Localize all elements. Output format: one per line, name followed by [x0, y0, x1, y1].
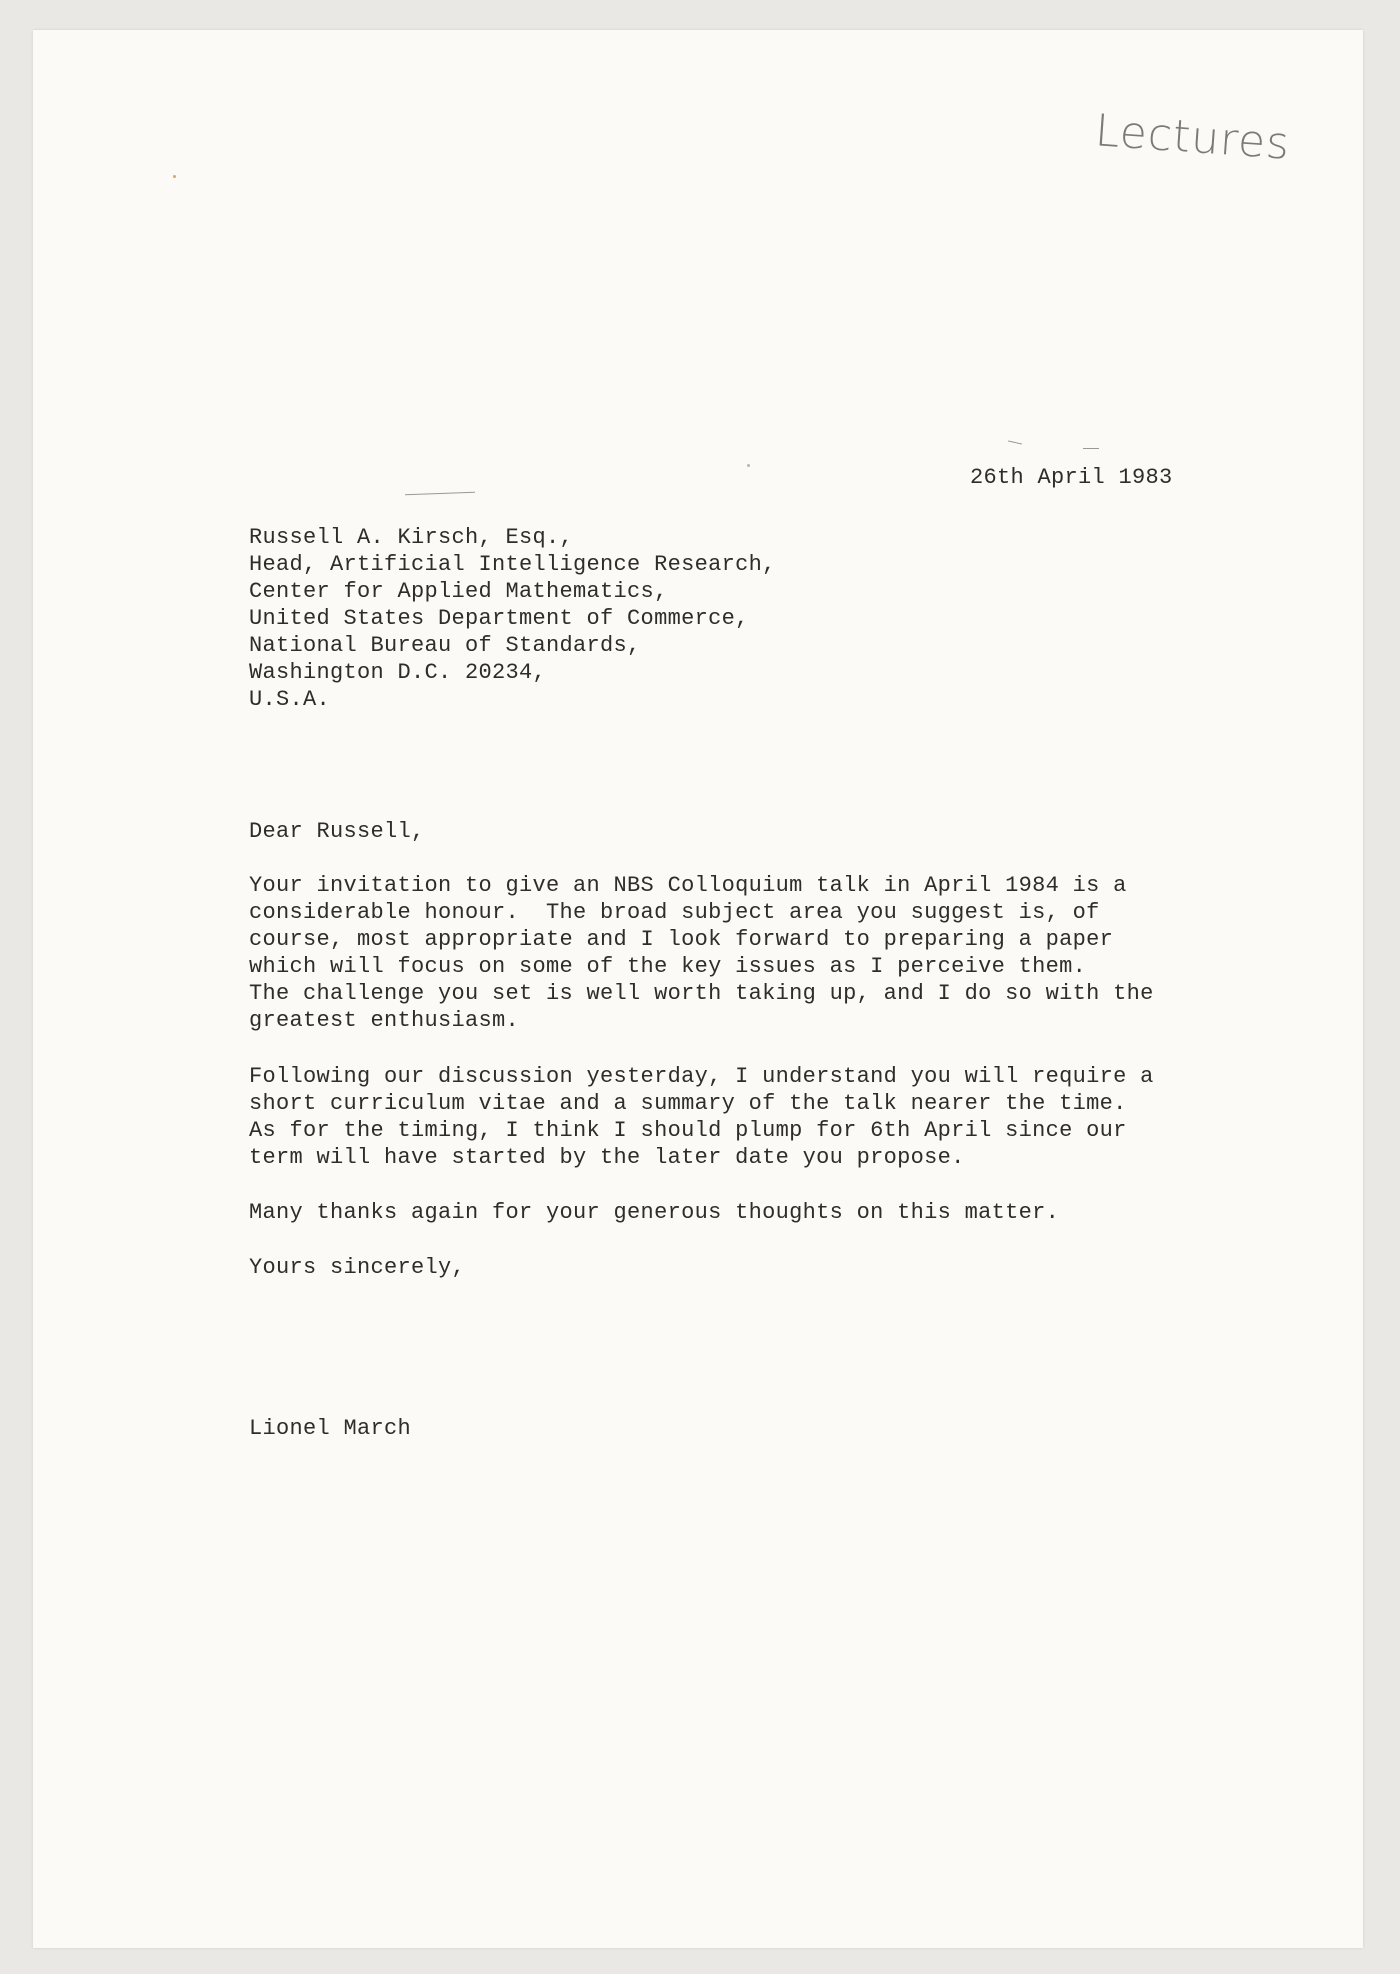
paragraph-line: The challenge you set is well worth taking up, and I do so with the	[249, 981, 1154, 1006]
paper-mark	[1083, 448, 1099, 449]
salutation: Dear Russell,	[249, 819, 425, 844]
paragraph-line: which will focus on some of the key issues as I perceive them.	[249, 954, 1087, 979]
paragraph-line: term will have started by the later date you propose.	[249, 1145, 965, 1170]
paragraph-line: short curriculum vitae and a summary of the talk nearer the time.	[249, 1091, 1127, 1116]
paper-speck	[747, 464, 750, 467]
paragraph-line: Many thanks again for your generous thoughts on this matter.	[249, 1200, 1060, 1225]
paragraph-line: Following our discussion yesterday, I understand you will require a	[249, 1064, 1154, 1089]
paper-mark	[1008, 441, 1022, 445]
address-line: Head, Artificial Intelligence Research,	[249, 552, 776, 577]
recipient-address	[249, 524, 776, 713]
signature-name: Lionel March	[249, 1416, 412, 1441]
paper-mark	[405, 492, 475, 495]
handwritten-annotation: Lectures	[1093, 105, 1292, 170]
body-paragraph-2	[249, 1063, 1154, 1171]
address-line: Washington D.C. 20234,	[249, 660, 547, 685]
letter-date: 26th April 1983	[970, 465, 1173, 490]
body-paragraph-3	[249, 1199, 1059, 1226]
paragraph-line: greatest enthusiasm.	[249, 1008, 520, 1033]
address-line: U.S.A.	[249, 687, 331, 712]
paragraph-line: course, most appropriate and I look forward to preparing a paper	[249, 927, 1114, 952]
paragraph-line: Your invitation to give an NBS Colloquium talk in April 1984 is a	[249, 873, 1127, 898]
address-line: Russell A. Kirsch, Esq.,	[249, 525, 574, 550]
closing: Yours sincerely,	[249, 1255, 466, 1280]
paragraph-line: As for the timing, I think I should plump for 6th April since our	[249, 1118, 1127, 1143]
paragraph-line: considerable honour. The broad subject area you suggest is, of	[249, 900, 1100, 925]
address-line: National Bureau of Standards,	[249, 633, 641, 658]
paper-speck	[173, 175, 176, 178]
address-line: United States Department of Commerce,	[249, 606, 749, 631]
address-line: Center for Applied Mathematics,	[249, 579, 668, 604]
letter-page	[33, 30, 1363, 1948]
body-paragraph-1	[249, 872, 1154, 1034]
